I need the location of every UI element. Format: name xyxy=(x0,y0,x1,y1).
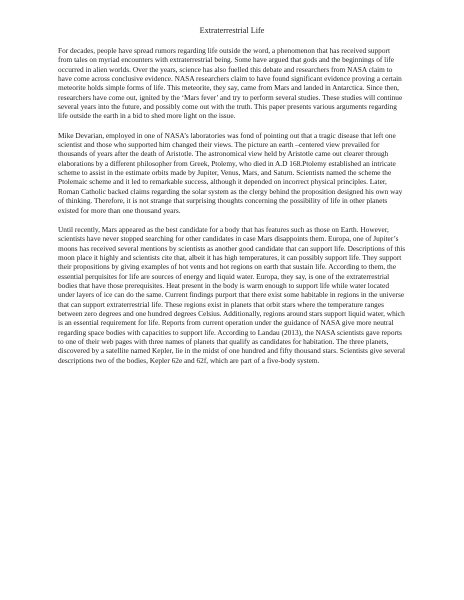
document-title: Extraterrestrial Life xyxy=(199,26,265,35)
paragraph-intro: For decades, people have spread rumors regarding life outside the word, a phenomenon that has received support from tales on myriad encounters with extraterrestrial being. Some have argued that gods and the beginnings of life occurred in alien worlds. Over the years, science has also fuelled this debate and researchers from NASA claim to have come across conclusive evidence. NASA researchers claim to have found significant evidence proving a certain meteorite holds simple forms of life. This meteorite, they say, came from Mars and landed in Antarctica. Since then, researchers have come out, ignited by the ‘Mars fever’ and try to perform several studies. These studies will continue several years into the future, and possibly come out with the truth. This paper presents various arguments regarding life outside the earth in a bid to shed more light on the issue. xyxy=(58,46,403,121)
paragraph-candidates: Until recently, Mars appeared as the best candidate for a body that has features such as those on Earth. However, scientists have never stopped searching for other candidates in case Mars disappoints them. Europa, one of Jupiter’s moons has received several mentions by scientists as another good candidate that can support life. Descriptions of this moon place it highly and scientists cite that, albeit it has high temperatures, it can possibly support life. They support their propositions by giving examples of hot vents and hot regions on earth that sustain life. According to them, the essential perquisites for life are sources of energy and liquid water. Europa, they say, is one of the extraterrestrial bodies that have those prerequisites. Heat present in the body is warm enough to support life while water located under layers of ice can do the same. Current findings purport that there exist some habitable in regions in the universe that can support extraterrestrial life. These regions exist in planets that orbit stars where the temperature ranges between zero degrees and one hundred degrees Celsius. Additionally, regions around stars support liquid water, which is an essential requirement for life. Reports from current operation under the guidance of NASA give more neutral regarding space bodies with capacities to support life. According to Landau (2013), the NASA scientists gave reports to one of their web pages with three names of planets that qualify as candidates for habitation. The three planets, discovered by a satellite named Kepler, lie in the midst of one hundred and fifty thousand stars. Scientists give several descriptions two of the bodies, Kepler 62e and 62f, which are part of a five-body system. xyxy=(58,224,406,365)
paragraph-history: Mike Devarian, employed in one of NASA’s laboratories was fond of pointing out that a tragic disease that left one scientist and those who supported him changed their views. The picture an earth –centered view prevailed for thousands of years after the death of Aristotle. The astronomical view held by Aristotle came out clearer through elaborations by a different philosopher from Greek, Ptolemy, who died in A.D 168.Ptolemy established an intricate scheme to assist in the estimate orbits made by Jupiter, Venus, Mars, and Saturn. Scientists named the scheme the Ptolemaic scheme and it led to remarkable success, although it depended on incorrect physical principles. Later, Roman Catholic backed claims regarding the solar system as the clergy behind the proposition designed his own way of thinking. Therefore, it is not strange that surprising thoughts concerning the possibility of life in other planets existed for more than one thousand years. xyxy=(58,130,403,215)
